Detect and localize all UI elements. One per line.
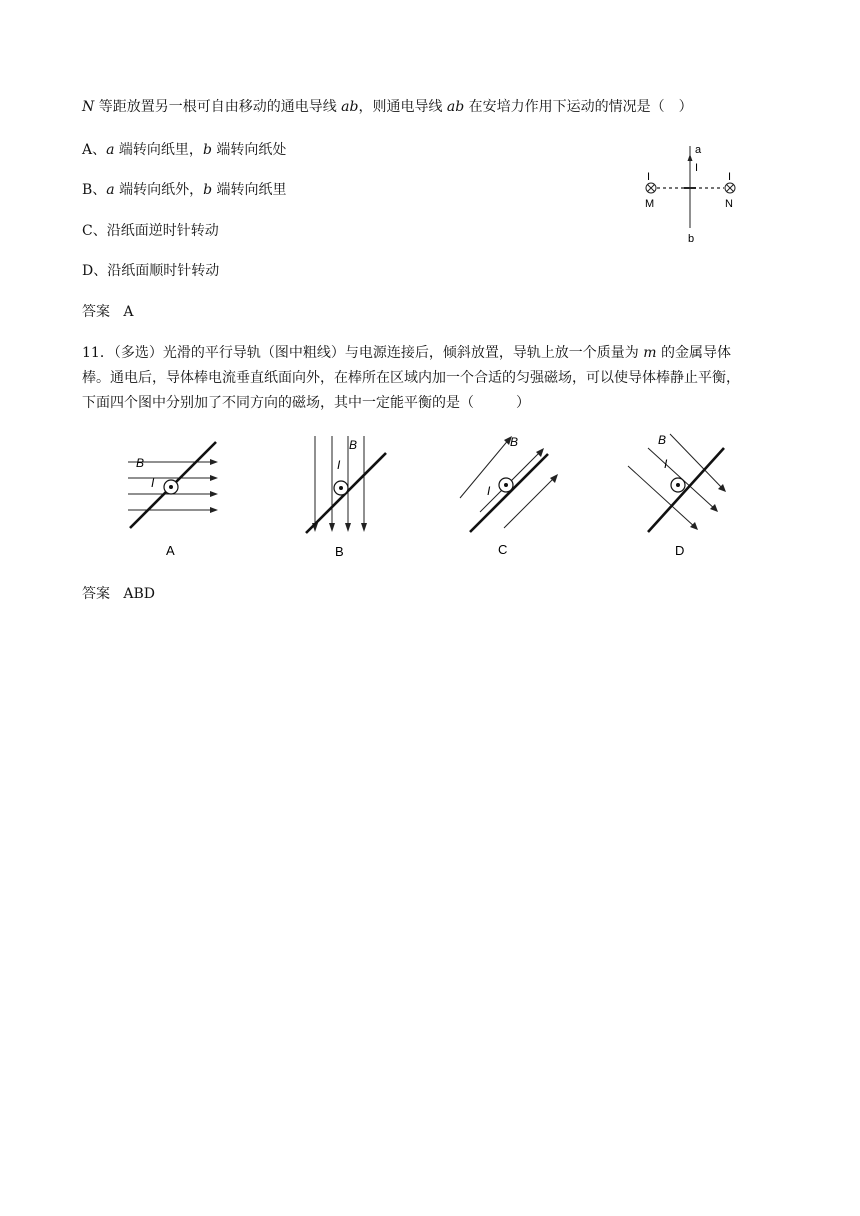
field-label: B	[658, 433, 667, 447]
q10-option-a	[82, 139, 286, 159]
q11-figure-d	[622, 428, 742, 562]
figure-caption: B	[335, 544, 344, 559]
label-n: N	[725, 198, 733, 210]
field-label: B	[349, 438, 358, 452]
current-label: I	[487, 484, 491, 498]
wire-m-into-page-icon	[646, 183, 656, 193]
label-right-current: I	[728, 171, 732, 183]
option-prefix: B、	[82, 182, 107, 198]
current-out-of-page-icon	[671, 478, 685, 492]
q11-figure-a	[120, 428, 230, 562]
option-text: 端转向纸里，	[114, 142, 203, 158]
rail	[470, 454, 548, 532]
current-out-of-page-icon	[164, 480, 178, 494]
q10-stem	[82, 96, 693, 116]
q11-stem-text-1: 11．（多选）光滑的平行导轨（图中粗线）与电源连接后，倾斜放置，导轨上放一个质量为	[82, 345, 644, 361]
option-text: 沿纸面逆时针转动	[106, 223, 219, 239]
wire-ab-var-2: ab	[446, 99, 465, 115]
figure-caption: C	[498, 542, 508, 557]
option-text: 沿纸面顺时针转动	[107, 263, 220, 279]
q10-stem-text-3: 在安培力作用下运动的情况是（ ）	[464, 99, 693, 115]
answer-label: 答案	[82, 586, 110, 602]
label-b: b	[688, 233, 695, 245]
q10-option-d	[82, 260, 219, 280]
q11-answer	[82, 583, 155, 603]
label-left-current: I	[647, 171, 651, 183]
wire-ab-var-1: ab	[341, 99, 359, 115]
current-out-of-page-icon	[499, 478, 513, 492]
q11-stem-line-2: 棒。通电后，导体棒电流垂直纸面向外，在棒所在区域内加一个合适的匀强磁场，可以使导体棒静止平衡，	[82, 370, 740, 386]
point-n-var: N	[82, 99, 95, 115]
current-label: I	[151, 476, 155, 490]
current-label: I	[664, 457, 668, 471]
option-prefix: C、	[82, 223, 107, 239]
figure-caption: D	[675, 543, 685, 558]
mass-var: m	[643, 345, 657, 361]
label-current: I	[695, 162, 699, 174]
label-a: a	[695, 144, 702, 156]
option-text: 端转向纸外，	[114, 182, 204, 198]
q10-stem-text-2: ，则通电导线	[358, 99, 447, 115]
q10-stem-text-1: 等距放置另一根可自由移动的通电导线	[94, 99, 342, 115]
q10-answer	[82, 301, 133, 321]
answer-value: ABD	[123, 586, 155, 602]
label-m: M	[645, 198, 655, 210]
q11-figure-b	[300, 428, 390, 562]
current-arrow-icon	[688, 154, 693, 161]
q11-figure-c	[452, 428, 562, 562]
q10-option-c	[82, 220, 219, 240]
option-prefix: A、	[82, 142, 107, 158]
q10-option-b	[82, 179, 287, 199]
option-text: 端转向纸处	[211, 142, 287, 158]
current-out-of-page-icon	[334, 481, 348, 495]
field-label: B	[510, 435, 519, 449]
option-text: 端转向纸里	[212, 182, 287, 198]
option-var: a	[106, 182, 115, 198]
q11-stem-line-3: 下面四个图中分别加了不同方向的磁场，其中一定能平衡的是（ ）	[82, 395, 530, 411]
option-var: a	[106, 142, 115, 158]
q11-stem-line-1	[82, 342, 731, 362]
q11-stem-text-2: 的金属导体	[656, 345, 731, 361]
answer-label: 答案	[82, 304, 110, 320]
field-arrow-icons	[210, 459, 218, 513]
wire-n-into-page-icon	[725, 183, 735, 193]
field-arrow-icons	[312, 523, 367, 532]
current-label: I	[337, 458, 341, 472]
answer-value: A	[123, 304, 134, 320]
option-var: b	[203, 182, 213, 198]
option-prefix: D、	[82, 263, 108, 279]
q10-wire-diagram	[636, 140, 746, 248]
figure-caption: A	[166, 543, 175, 558]
option-var: b	[202, 142, 212, 158]
field-label: B	[136, 456, 145, 470]
